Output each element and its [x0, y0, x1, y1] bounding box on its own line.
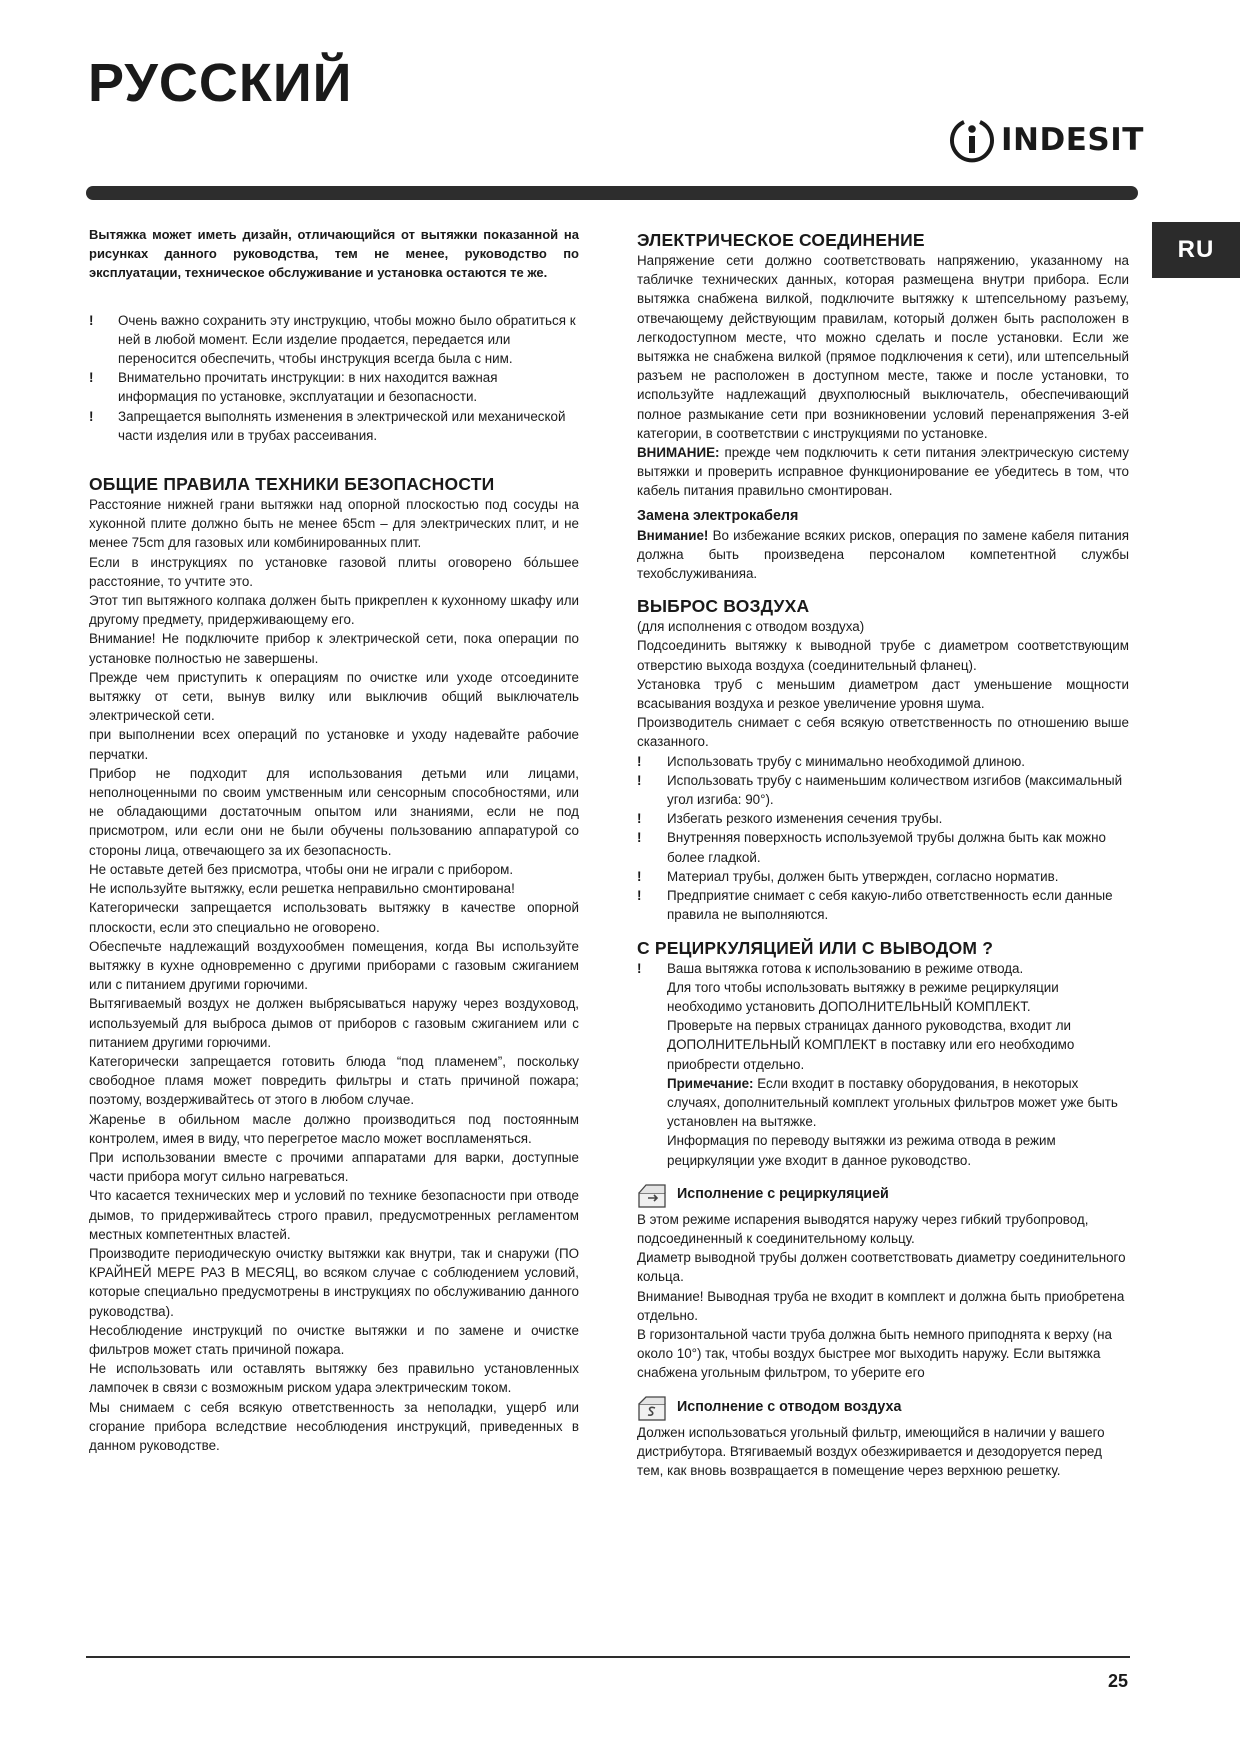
safety-paragraph: Производите периодическую очистку вытяжки как внутри, так и снаружи (ПО КРАЙНЕЙ МЕРЕ РАЗ В МЕСЯЦ, во всяком случае с соблюдением условий, которые специально предусмотрены в инструкциях по обслуживанию данного руководства). [89, 1245, 579, 1319]
safety-paragraph: при выполнении всех операций по установке и уходу надевайте рабочие перчатки. [89, 727, 579, 762]
air-exhaust-paragraph: Подсоединить вытяжку к выводной трубе с диаметром соответствующим отверстию выхода воздуха (соединительный фланец). [637, 638, 1129, 673]
air-exhaust-paragraph: Производитель снимает с себя всякую ответственность по отношению выше сказанного. [637, 715, 1129, 750]
air-exhaust-paragraph: (для исполнения с отводом воздуха) [637, 619, 865, 635]
language-tab: RU [1152, 222, 1240, 278]
air-exhaust-heading: ВЫБРОС ВОЗДУХА [637, 596, 810, 617]
note-item: ! Запрещается выполнять изменения в электрической или механической части изделия или в трубах рассеивания. [89, 407, 579, 445]
recirculation-line: Проверьте на первых страницах данного руководства, входит ли ДОПОЛНИТЕЛЬНЫЙ КОМПЛЕКТ в поставку или его необходимо приобрести отдельно. [667, 1018, 1075, 1072]
air-exhaust-rule: ! Использовать трубу с наименьшим количеством изгибов (максимальный угол изгиба: 90°). [637, 771, 1129, 809]
air-exhaust-rules [637, 752, 1129, 925]
exhaust-version-title: Исполнение с отводом воздуха [677, 1398, 902, 1415]
air-exhaust-paragraph: Установка труб с меньшим диаметром даст уменьшение мощности всасывания воздуха и резкое увеличение уровня шума. [637, 676, 1129, 712]
header-divider [86, 186, 1138, 200]
brand-name: INDESIT [1001, 122, 1144, 158]
safety-paragraph: Несоблюдение инструкций по очистке вытяжки и по замене и очистке фильтров может стать причиной пожара. [89, 1322, 579, 1357]
exhaust-version-heading [637, 1393, 1129, 1423]
safety-paragraph: Не используйте вытяжку, если решетка неправильно смонтирована! [89, 881, 515, 897]
electrical-body: Напряжение сети должно соответствовать напряжению, указанному на табличке технических данных, которая размещена внутри прибора. Если вытяжка снабжена вилкой, подключите вытяжку к штепсельному разъему, отвечающему действующим правилам, который должен быть расположен в легкодоступном месте, что можно сделать и после установки. Если же вытяжка не снабжена вилкой (прямое подключения к сети), или штепсельный разъем не расположен в доступном месте, также и после установки, то используйте надлежащий двухполюсный выключатель, обеспечивающий полное размыкание сети при возникновении условий перенапряжения 3-ей категории, в соответствии с инструкциями по установке. [637, 253, 1129, 441]
recirculation-hood-icon [637, 1180, 667, 1210]
safety-paragraph: Если в инструкциях по установке газовой плиты оговорено бо́льшее расстояние, то учтите это. [89, 554, 579, 589]
safety-paragraph: При использовании вместе с прочими аппаратами для варки, доступные части прибора могут сильно нагреваться. [89, 1149, 579, 1185]
safety-paragraph: Категорически запрещается использовать вытяжку в качестве опорной плоскости, если это специально не оговорено. [89, 900, 579, 935]
electrical-warning-label: ВНИМАНИЕ: [637, 445, 720, 461]
intro-text: Вытяжка может иметь дизайн, отличающийся от вытяжки показанной на рисунках данного руководства, тем не менее, руководство по эксплуатации, техническое обслуживание и установка остаются те же. [89, 227, 579, 281]
safety-paragraph: Расстояние нижней грани вытяжки над опорной плоскостью под сосуды на хуконной плите должно быть не менее 65cm – для электрических плит, и не менее 75cm для газовых или комбинированных плит. [89, 497, 579, 551]
left-column [89, 225, 579, 1455]
right-column [637, 229, 1129, 1480]
air-exhaust-rule: ! Избегать резкого изменения сечения трубы. [637, 809, 1129, 828]
air-exhaust-rule: ! Внутренняя поверхность используемой трубы должна быть как можно более гладкой. [637, 828, 1129, 866]
recirculation-version-text: В горизонтальной части труба должна быть немного приподнята к верху (на около 10°) так, чтобы воздух быстрее мог выходить наружу. Если вытяжка снабжена угольным фильтром, то уберите его [637, 1326, 1112, 1381]
recirculation-version-text: В этом режиме испарения выводятся наружу через гибкий трубопровод, подсоединенный к соединительному кольцу. [637, 1211, 1089, 1246]
recirculation-note-label: Примечание: [667, 1075, 754, 1091]
electrical-warning-text: прежде чем подключить к сети питания электрическую систему вытяжки и проверить исправное функционирование ее убедитесь в том, что кабель питания правильно смонтирован. [637, 445, 1129, 499]
safety-paragraph: Мы снимаем с себя всякую ответственность за неполадки, ущерб или сгорание прибора вследствие несоблюдения инструкций, приведенных в данном руководстве. [89, 1399, 579, 1453]
safety-paragraph: Не оставьте детей без присмотра, чтобы они не играли с прибором. [89, 861, 514, 877]
recirculation-version-text: Внимание! Выводная труба не входит в комплект и должна быть приобретена отдельно. [637, 1288, 1125, 1323]
recirculation-line: Для того чтобы использовать вытяжку в режиме рециркуляции необходимо установить ДОПОЛНИТЕЛЬНЫЙ КОМПЛЕКТ. [667, 979, 1059, 1014]
page-number: 25 [1108, 1671, 1129, 1691]
important-notes [89, 311, 579, 445]
safety-paragraph: Категорически запрещается готовить блюда “под пламенем”, поскольку свободное пламя может повредить фильтры и стать причиной пожара; поэтому, воздерживайтесь от этого в любом случае. [89, 1053, 579, 1108]
recirculation-heading: С РЕЦИРКУЛЯЦИЕЙ ИЛИ С ВЫВОДОМ ? [637, 937, 994, 958]
safety-paragraph: Прежде чем приступить к операциям по очистке или уходе отсоедините вытяжку от сети, вынув вилку или выключив общий выключатель электрической сети. [89, 669, 579, 724]
recirculation-note [637, 1074, 1129, 1132]
indesit-logo [948, 116, 1144, 164]
cable-warning [637, 526, 1129, 584]
cable-warning-label: Внимание! [637, 527, 709, 543]
note-item: ! Внимательно прочитать инструкции: в них находится важная информация по установке, эксплуатации и безопасности. [89, 368, 579, 406]
electrical-warning [637, 443, 1129, 501]
safety-paragraph: Не использовать или оставлять вытяжку без правильно установленных лампочек в связи с возможным риском удара электрическим током. [89, 1361, 579, 1396]
exhaust-hood-icon [637, 1393, 667, 1423]
safety-paragraph: Прибор не подходит для использования детьми или лицами, неполноценными по своим умственным или сенсорным способностями, или не обладающими достаточным опытом или знаниями, если не под присмотром, или если они не были обучены пользованию аппаратурой со стороны лица, отвечающего за их безопасность. [89, 765, 579, 858]
indesit-logo-icon [948, 116, 996, 164]
recirculation-version-heading [637, 1180, 1129, 1210]
language-title: РУССКИЙ [88, 53, 353, 113]
recirculation-bullet: ! Ваша вытяжка готова к использованию в режиме отвода. [637, 959, 1129, 978]
safety-paragraph: Внимание! Не подключите прибор к электрической сети, пока операции по установке полностью не завершены. [89, 631, 579, 666]
recirculation-version-title: Исполнение с рециркуляцией [677, 1186, 889, 1203]
electrical-heading: ЭЛЕКТРИЧЕСКОЕ СОЕДИНЕНИЕ [637, 230, 925, 250]
exhaust-version-text: Должен использоваться угольный фильтр, имеющийся в наличии у вашего дистрибутора. Втягиваемый воздух обезжиривается и дезодоруется перед тем, как вновь возвращается в помещение через верхнюю решетку. [637, 1424, 1105, 1478]
note-item: ! Очень важно сохранить эту инструкцию, чтобы можно было обратиться к ней в любой момент. Если изделие продается, передается или переносится обеспечить, чтобы инструкция всегда была с ним. [89, 311, 579, 369]
air-exhaust-rule: ! Материал трубы, должен быть утвержден, согласно норматив. [637, 867, 1129, 886]
footer-divider [86, 1656, 1130, 1658]
recirculation-info: Информация по переводу вытяжки из режима отвода в режим рециркуляции уже входит в данное руководство. [667, 1133, 1056, 1168]
recirculation-note-text: Если входит в поставку оборудования, в некоторых случаях, дополнительный комплект угольных фильтров может уже быть установлен на вытяжке. [667, 1075, 1118, 1130]
safety-paragraph: Вытягиваемый воздух не должен выбрясываться наружу через воздуховод, используемый для выброса дымов от приборов с газовым сжиганием или с питанием другими горючими. [89, 996, 579, 1050]
safety-heading: ОБЩИЕ ПРАВИЛА ТЕХНИКИ БЕЗОПАСНОСТИ [89, 474, 495, 495]
safety-rules [89, 495, 579, 1455]
air-exhaust-rule: ! Предприятие снимает с себя какую-либо ответственность если данные правила не выполняются. [637, 886, 1129, 924]
safety-paragraph: Жаренье в обильном масле должно производиться под постоянным контролем, имея в виду, что перегретое масло может воспламеняться. [89, 1111, 579, 1146]
safety-paragraph: Этот тип вытяжного колпака должен быть прикреплен к кухонному шкафу или другому предмету, придерживающему его. [89, 593, 579, 628]
air-exhaust-rule: ! Использовать трубу с минимально необходимой длиною. [637, 752, 1129, 771]
recirculation-version-text: Диаметр выводной трубы должен соответствовать диаметру соединительного кольца. [637, 1250, 1126, 1285]
safety-paragraph: Обеспечьте надлежащий воздухообмен помещения, когда Вы используйте вытяжку в кухне одновременно с другими приборами с газовым сжиганием или с питанием другими горючими. [89, 938, 579, 993]
cable-warning-text: Во избежание всяких рисков, операция по замене кабеля питания должна быть произведена персоналом компетентной службы техобслуживанияа. [637, 527, 1129, 582]
cable-heading: Замена электрокабеля [637, 507, 799, 524]
safety-paragraph: Что касается технических мер и условий по технике безопасности при отводе дымов, то придерживайтесь строго правил, предусмотренных регламентом местных компетентных властей. [89, 1188, 579, 1242]
